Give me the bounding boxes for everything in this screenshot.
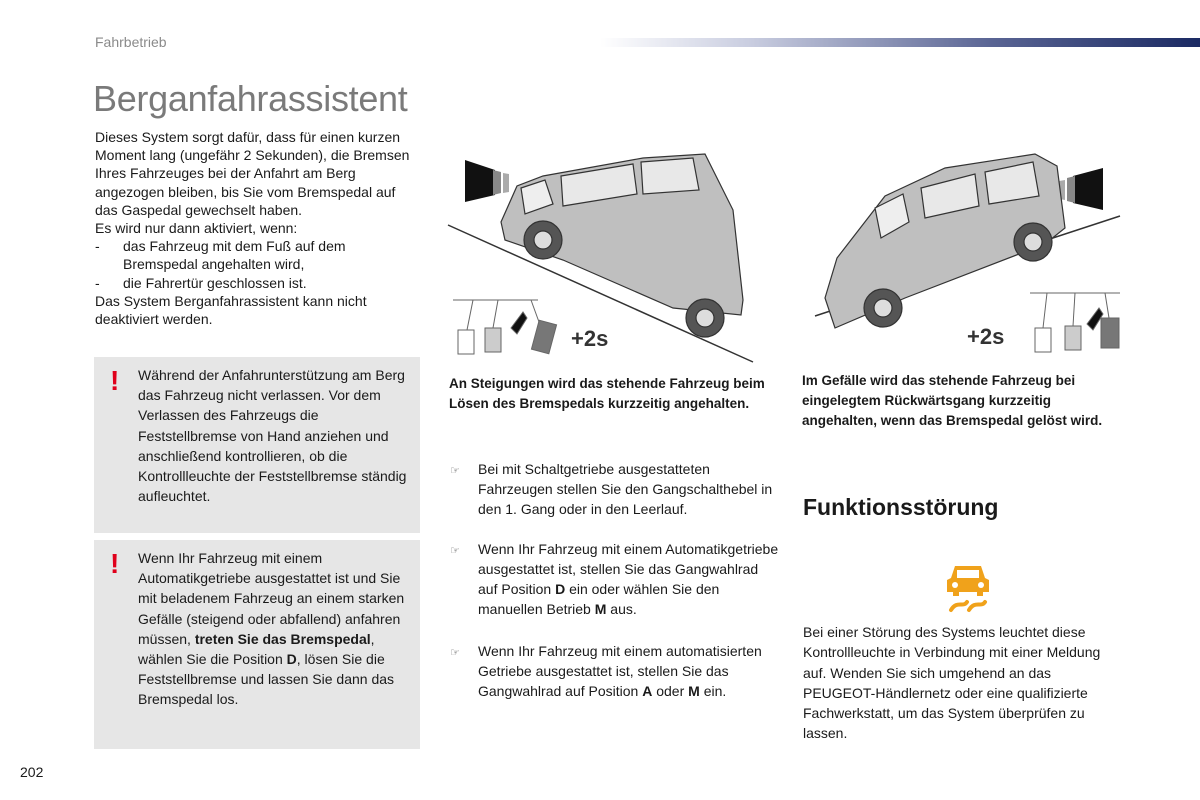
- van-icon: [825, 154, 1065, 328]
- header-bar: [600, 38, 1200, 47]
- manual-gearbox-note: ☞ Bei mit Schaltgetriebe ausgestatteten Fahrzeugen stellen Sie den Gangschalthebel in den 1. Gang oder in den Leerlauf.: [450, 461, 773, 517]
- page-number: 202: [20, 764, 44, 780]
- pedals-icon: [453, 300, 557, 354]
- double-arrow-icon: [465, 160, 509, 202]
- automated-gearbox-note: ☞ Wenn Ihr Fahrzeug mit einem automatisierten Getriebe ausgestattet ist, stellen Sie das Gangwahlrad auf Position A oder M ein.: [450, 643, 762, 699]
- downhill-caption: Im Gefälle wird das stehende Fahrzeug bei eingelegtem Rückwärtsgang kurzzeitig angehalten, wenn das Bremspedal gelöst wird.: [802, 373, 1103, 428]
- van-icon: [501, 154, 743, 337]
- intro-paragraph: Dieses System sorgt dafür, dass für einen kurzen Moment lang (ungefähr 2 Sekunden), die Bremsen Ihres Fahrzeuges bei der Anfahrt am Berg angezogen bleiben, bis Sie vom Bremspedal auf das Gaspedal gewechselt haben.: [95, 129, 410, 218]
- exclamation-icon: !: [110, 548, 120, 579]
- pointing-hand-icon: ☞: [450, 545, 460, 557]
- warning-box: [94, 540, 420, 749]
- section-label: Fahrbetrieb: [95, 34, 167, 50]
- activation-condition: Es wird nur dann aktiviert, wenn:: [95, 220, 298, 237]
- page-title: Berganfahrassistent: [93, 78, 408, 119]
- pointing-hand-icon: ☞: [450, 647, 460, 659]
- uphill-van-illustration: [443, 150, 773, 365]
- malfunction-heading: Funktionsstörung: [803, 494, 999, 520]
- intro-text: [95, 128, 415, 328]
- downhill-van-illustration: [795, 148, 1125, 363]
- double-arrow-icon: [1059, 168, 1103, 210]
- exclamation-icon: !: [110, 365, 120, 396]
- warning-text: Wenn Ihr Fahrzeug mit einem Automatikgetriebe ausgestattet ist und Sie mit beladenem Fahrzeug an einem starken Gefälle (steigend oder abfallend) anfahren müssen, treten Sie das Bremspedal, wählen Sie die Position D, lösen Sie die Feststellbremse und lassen Sie dann das Bremspedal los.: [138, 550, 405, 708]
- deactivation-note: Das System Berganfahrassistent kann nicht deaktiviert werden.: [95, 292, 367, 328]
- warning-text: Während der Anfahrunterstützung am Berg das Fahrzeug nicht verlassen. Vor dem Verlassen des Fahrzeugs die Feststellbremse von Hand anziehen und anschließend kontrollieren, ob die Kontrollleuchte der Feststellbremse ständig aufleuchtet.: [138, 367, 407, 505]
- pointing-hand-icon: ☞: [450, 465, 460, 477]
- skid-warning-lamp-icon: [943, 560, 993, 614]
- uphill-caption: An Steigungen wird das stehende Fahrzeug beim Lösen des Bremspedals kurzzeitig angehalten.: [449, 376, 765, 411]
- pedals-icon: [1030, 293, 1120, 352]
- malfunction-text: Bei einer Störung des Systems leuchtet diese Kontrollleuchte in Verbindung mit einer Meldung auf. Wenden Sie sich umgehend an das PEUGEOT-Händlernetz oder eine qualifizierte Fachwerkstatt, um das System überprüfen zu lassen.: [803, 624, 1101, 742]
- automatic-gearbox-note: ☞ Wenn Ihr Fahrzeug mit einem Automatikgetriebe ausgestattet ist, stellen Sie das Gangwahlrad auf Position D ein oder wählen Sie den manuellen Betrieb M aus.: [450, 541, 779, 617]
- list-item: - das Fahrzeug mit dem Fuß auf dem Bremspedal angehalten wird,: [95, 238, 346, 273]
- warning-box: [94, 357, 420, 533]
- timer-label: +2s: [571, 326, 609, 351]
- list-item: - die Fahrertür geschlossen ist.: [95, 274, 307, 291]
- timer-label: +2s: [967, 324, 1005, 349]
